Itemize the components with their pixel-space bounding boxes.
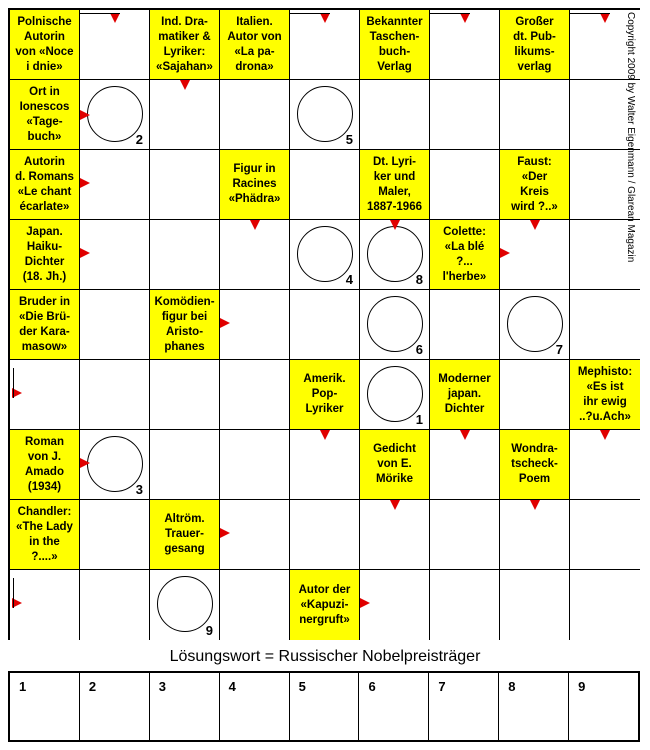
- answer-cell[interactable]: [570, 500, 640, 570]
- solution-box-number: 2: [88, 679, 97, 694]
- answer-cell[interactable]: [570, 430, 640, 500]
- solution-circle: [87, 436, 143, 492]
- answer-cell[interactable]: [80, 500, 150, 570]
- answer-cell[interactable]: [360, 80, 430, 150]
- clue-cell: [10, 150, 80, 220]
- copyright-notice: Copyright 2009 by Walter Eigenmann / Glarean Magazin: [625, 12, 636, 263]
- answer-cell[interactable]: [430, 80, 500, 150]
- clue-text: Altröm. Trauer- gesang: [164, 513, 205, 555]
- clue-text: Dt. Lyri- ker und Maler, 1887-1966: [367, 155, 422, 213]
- clue-cell: [10, 500, 80, 570]
- clue-cell: [150, 290, 220, 360]
- clue-text: Japan. Haiku- Dichter (18. Jh.): [22, 225, 67, 283]
- arrow-down-icon: [530, 500, 540, 510]
- answer-cell[interactable]: [220, 570, 290, 640]
- clue-cell: [360, 10, 430, 80]
- answer-cell[interactable]: [80, 430, 150, 500]
- arrow-down-icon: [390, 220, 400, 230]
- clue-text: Faust: «Der Kreis wird ?..»: [511, 155, 558, 213]
- clue-cell: [10, 290, 80, 360]
- arrow-right-icon: [220, 318, 230, 328]
- answer-cell[interactable]: [500, 570, 570, 640]
- answer-cell[interactable]: [80, 290, 150, 360]
- answer-cell[interactable]: [500, 290, 570, 360]
- arrow-right-icon: [80, 248, 90, 258]
- clue-cell: [220, 150, 290, 220]
- arrow-down-icon: [530, 220, 540, 230]
- circle-number: 5: [345, 132, 353, 147]
- circle-number: 6: [415, 342, 423, 357]
- clue-cell: [10, 430, 80, 500]
- solution-box[interactable]: [429, 673, 499, 740]
- solution-box-number: 3: [158, 679, 167, 694]
- arrow-down-icon: [180, 80, 190, 90]
- clue-cell: [10, 80, 80, 150]
- clue-text: Autorin d. Romans «Le chant écarlate»: [15, 155, 74, 213]
- clue-text: Bekannter Taschen- buch- Verlag: [366, 15, 423, 73]
- arrow-connector: [80, 13, 120, 14]
- arrow-down-icon: [320, 13, 330, 23]
- solution-box-number: 8: [508, 679, 516, 694]
- solution-box[interactable]: [150, 673, 220, 740]
- answer-cell[interactable]: [220, 360, 290, 430]
- answer-cell[interactable]: [430, 150, 500, 220]
- arrow-right-icon: [360, 598, 370, 608]
- solution-box[interactable]: [220, 673, 290, 740]
- arrow-connector: [290, 13, 330, 14]
- solution-row: [8, 671, 640, 742]
- answer-cell[interactable]: [220, 220, 290, 290]
- answer-cell[interactable]: [500, 500, 570, 570]
- arrow-down-icon: [110, 13, 120, 23]
- answer-cell[interactable]: [290, 500, 360, 570]
- solution-box-number: 5: [298, 679, 306, 694]
- answer-cell[interactable]: [430, 290, 500, 360]
- answer-cell[interactable]: [80, 10, 150, 80]
- crossword-grid: [8, 8, 640, 640]
- arrow-connector: [13, 368, 14, 398]
- solution-box-number: 9: [578, 679, 586, 694]
- circle-number: 7: [555, 342, 563, 357]
- answer-cell[interactable]: [220, 290, 290, 360]
- clue-text: Großer dt. Pub- likums- verlag: [513, 15, 556, 73]
- solution-box[interactable]: [569, 673, 638, 740]
- answer-cell[interactable]: [80, 80, 150, 150]
- solution-circle: [157, 576, 213, 632]
- answer-cell[interactable]: [290, 150, 360, 220]
- circle-number: 8: [415, 272, 423, 287]
- clue-cell: [290, 360, 360, 430]
- clue-text: Autor der «Kapuzi- nergruft»: [298, 583, 351, 626]
- clue-text: Figur in Racines «Phädra»: [228, 163, 281, 205]
- clue-text: Gedicht von E. Mörike: [373, 443, 416, 485]
- clue-text: Bruder in «Die Brü- der Kara- masow»: [18, 295, 71, 353]
- arrow-right-icon: [80, 110, 90, 120]
- answer-cell[interactable]: [430, 430, 500, 500]
- circle-number: 1: [415, 412, 423, 427]
- solution-box[interactable]: [290, 673, 360, 740]
- clue-text: Amerik. Pop- Lyriker: [303, 373, 346, 415]
- answer-cell[interactable]: [290, 430, 360, 500]
- answer-cell[interactable]: [150, 570, 220, 640]
- solution-box[interactable]: [80, 673, 150, 740]
- clue-text: Komödien- figur bei Aristo- phanes: [154, 295, 215, 353]
- clue-cell: [500, 150, 570, 220]
- clue-cell: [360, 150, 430, 220]
- clue-text: Moderner japan. Dichter: [438, 373, 491, 415]
- arrow-down-icon: [460, 13, 470, 23]
- arrow-down-icon: [600, 430, 610, 440]
- circle-number: 4: [345, 272, 353, 287]
- clue-cell: [10, 10, 80, 80]
- circle-number: 2: [135, 132, 143, 147]
- clue-text: Mephisto: «Es ist ihr ewig ..?u.Ach»: [577, 365, 633, 423]
- arrow-down-icon: [600, 13, 610, 23]
- solution-title: Lösungswort = Russischer Nobelpreisträger: [169, 648, 481, 665]
- solution-circle: [87, 86, 143, 142]
- answer-cell[interactable]: [290, 220, 360, 290]
- answer-cell[interactable]: [430, 10, 500, 80]
- clue-text: Colette: «La blé ?... l'herbe»: [442, 225, 487, 283]
- answer-cell[interactable]: [430, 570, 500, 640]
- arrow-down-icon: [250, 220, 260, 230]
- answer-cell[interactable]: [80, 150, 150, 220]
- answer-cell[interactable]: [220, 430, 290, 500]
- answer-cell[interactable]: [500, 80, 570, 150]
- clue-text: Roman von J. Amado (1934): [25, 435, 64, 493]
- arrow-right-icon: [220, 528, 230, 538]
- arrow-right-icon: [80, 458, 90, 468]
- clue-text: Ind. Dra- matiker & Lyriker: «Sajahan»: [156, 15, 213, 73]
- solution-box[interactable]: [499, 673, 569, 740]
- clue-text: Italien. Autor von «La pa- drona»: [227, 15, 282, 73]
- answer-cell[interactable]: [500, 360, 570, 430]
- answer-cell[interactable]: [360, 220, 430, 290]
- solution-box-number: 1: [19, 679, 27, 694]
- solution-circle: [297, 86, 353, 142]
- solution-box-number: 7: [438, 679, 446, 694]
- solution-circle: [507, 296, 563, 352]
- circle-number: 9: [205, 623, 213, 638]
- solution-box[interactable]: [10, 673, 80, 740]
- answer-cell[interactable]: [290, 290, 360, 360]
- answer-cell[interactable]: [150, 360, 220, 430]
- arrow-right-icon: [80, 178, 90, 188]
- answer-cell[interactable]: [80, 360, 150, 430]
- arrow-down-icon: [390, 500, 400, 510]
- clue-text: Wondra- tscheck- Poem: [511, 443, 558, 485]
- arrow-connector: [13, 578, 14, 608]
- answer-cell[interactable]: [80, 220, 150, 290]
- answer-cell[interactable]: [150, 150, 220, 220]
- answer-cell[interactable]: [570, 570, 640, 640]
- answer-cell[interactable]: [150, 220, 220, 290]
- answer-cell[interactable]: [10, 570, 80, 640]
- solution-circle: [297, 226, 353, 282]
- answer-cell[interactable]: [360, 570, 430, 640]
- solution-box-number: 4: [228, 679, 236, 694]
- arrow-connector: [570, 13, 610, 14]
- solution-circle: [367, 226, 423, 282]
- answer-cell[interactable]: [360, 360, 430, 430]
- answer-cell[interactable]: [80, 570, 150, 640]
- arrow-connector: [430, 13, 470, 14]
- clue-text: Ort in Ionescos «Tage- buch»: [19, 85, 70, 143]
- clue-cell: [150, 10, 220, 80]
- answer-cell[interactable]: [150, 80, 220, 150]
- answer-cell[interactable]: [290, 10, 360, 80]
- arrow-right-icon: [500, 248, 510, 258]
- solution-box[interactable]: [359, 673, 429, 740]
- solution-circle: [367, 366, 423, 422]
- arrow-down-icon: [320, 430, 330, 440]
- answer-cell[interactable]: [570, 290, 640, 360]
- solution-circle: [367, 296, 423, 352]
- clue-cell: [500, 10, 570, 80]
- clue-cell: [220, 10, 290, 80]
- circle-number: 3: [135, 482, 143, 497]
- answer-cell[interactable]: [290, 80, 360, 150]
- clue-cell: [500, 430, 570, 500]
- answer-cell[interactable]: [500, 220, 570, 290]
- clue-cell: [430, 220, 500, 290]
- clue-cell: [150, 500, 220, 570]
- answer-cell[interactable]: [10, 360, 80, 430]
- answer-cell[interactable]: [220, 500, 290, 570]
- solution-box-number: 6: [368, 679, 376, 694]
- clue-text: Polnische Autorin von «Noce i dnie»: [15, 15, 74, 73]
- clue-cell: [360, 430, 430, 500]
- clue-cell: [10, 220, 80, 290]
- answer-cell[interactable]: [360, 500, 430, 570]
- clue-cell: [290, 570, 360, 640]
- answer-cell[interactable]: [360, 290, 430, 360]
- answer-cell[interactable]: [220, 80, 290, 150]
- clue-cell: [570, 360, 640, 430]
- answer-cell[interactable]: [150, 430, 220, 500]
- clue-text: Chandler: «The Lady in the ?....»: [16, 505, 73, 563]
- answer-cell[interactable]: [430, 500, 500, 570]
- arrow-down-icon: [460, 430, 470, 440]
- clue-cell: [430, 360, 500, 430]
